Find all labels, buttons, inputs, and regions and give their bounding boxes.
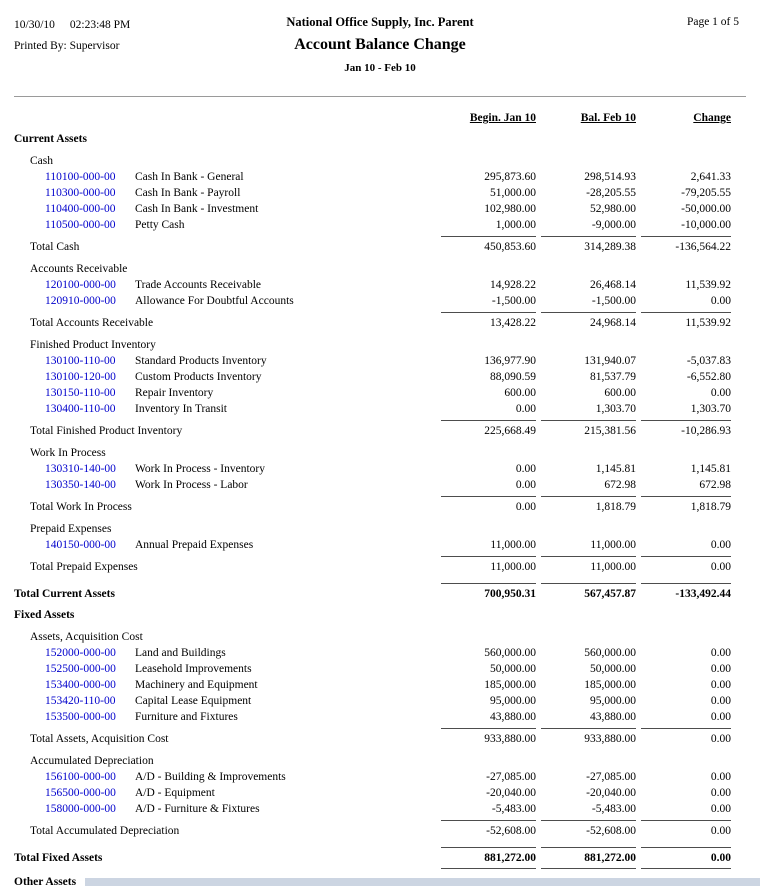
change-value: -10,286.93 — [641, 420, 731, 439]
change-value: 1,145.81 — [690, 463, 731, 475]
account-desc-cell — [14, 693, 436, 709]
change-value: -133,492.44 — [641, 583, 731, 602]
group-total-label: Total Accounts Receivable — [30, 317, 154, 329]
account-row — [14, 801, 731, 817]
account-description: Work In Process - Inventory — [135, 463, 266, 475]
begin-value: 136,977.90 — [484, 355, 536, 367]
change-value: 0.00 — [710, 679, 731, 691]
account-row — [14, 293, 731, 309]
change-value: 0.00 — [641, 556, 731, 575]
print-datetime-line — [14, 15, 130, 36]
bal-value: 881,272.00 — [541, 847, 636, 869]
account-description: Work In Process - Labor — [135, 479, 248, 491]
change-value: 672.98 — [699, 479, 731, 491]
bal-value: 1,818.79 — [541, 496, 636, 515]
column-change-label: Change — [693, 112, 731, 124]
bal-value: 933,880.00 — [541, 728, 636, 747]
begin-value: 11,000.00 — [441, 556, 536, 575]
begin-value: 0.00 — [515, 479, 536, 491]
begin-value: 933,880.00 — [441, 728, 536, 747]
account-row — [14, 277, 731, 293]
account-description: Allowance For Doubtful Accounts — [135, 295, 294, 307]
account-number-link[interactable]: 130100-120-00 — [45, 371, 116, 383]
account-number-link[interactable]: 152500-000-00 — [45, 663, 116, 675]
begin-value: 14,928.22 — [490, 279, 536, 291]
account-number-link[interactable]: 120100-000-00 — [45, 279, 116, 291]
group-total-label: Total Assets, Acquisition Cost — [30, 733, 169, 745]
section-total-label: Total Current Assets — [14, 588, 115, 600]
account-number-link[interactable]: 152000-000-00 — [45, 647, 116, 659]
account-number-link[interactable]: 130350-140-00 — [45, 479, 116, 491]
section-header-row — [14, 131, 731, 147]
column-bal-label: Bal. Feb 10 — [580, 112, 636, 124]
account-row — [14, 185, 731, 201]
account-number-link[interactable]: 130400-110-00 — [45, 403, 116, 415]
begin-value: 600.00 — [504, 387, 536, 399]
account-desc-cell — [14, 217, 436, 233]
account-description: Repair Inventory — [135, 387, 214, 399]
change-value: 2,641.33 — [690, 171, 731, 183]
group-header-row — [14, 521, 731, 537]
account-desc-cell — [14, 461, 436, 477]
bal-value: 314,289.38 — [541, 236, 636, 255]
bal-value: -28,205.55 — [586, 187, 636, 199]
account-number-link[interactable]: 110400-000-00 — [45, 203, 116, 215]
section-total-row — [14, 847, 731, 869]
change-value: 0.00 — [710, 787, 731, 799]
report-rows — [14, 131, 731, 890]
account-number-link[interactable]: 130310-140-00 — [45, 463, 116, 475]
column-header-change-cell — [641, 110, 731, 126]
change-value: 0.00 — [641, 820, 731, 839]
account-row — [14, 369, 731, 385]
group-header-row — [14, 753, 731, 769]
account-number-link[interactable]: 110300-000-00 — [45, 187, 116, 199]
account-desc-cell — [14, 277, 436, 293]
account-desc-cell — [14, 785, 436, 801]
account-row — [14, 677, 731, 693]
account-desc-cell — [14, 185, 436, 201]
bal-value: 672.98 — [604, 479, 636, 491]
account-number-link[interactable]: 156100-000-00 — [45, 771, 116, 783]
account-row — [14, 353, 731, 369]
group-header-row — [14, 261, 731, 277]
page-number: Page 1 of 5 — [686, 16, 739, 28]
account-number-link[interactable]: 156500-000-00 — [45, 787, 116, 799]
begin-value: 0.00 — [515, 403, 536, 415]
begin-value: -52,608.00 — [441, 820, 536, 839]
account-description: Annual Prepaid Expenses — [135, 539, 254, 551]
bal-value: 567,457.87 — [541, 583, 636, 602]
change-value: 0.00 — [641, 728, 731, 747]
account-desc-cell — [14, 661, 436, 677]
column-begin-label: Begin. Jan 10 — [469, 112, 536, 124]
account-row — [14, 477, 731, 493]
account-number-link[interactable]: 130100-110-00 — [45, 355, 116, 367]
group-total-row — [14, 496, 731, 515]
account-desc-cell — [14, 537, 436, 553]
change-value: 0.00 — [710, 711, 731, 723]
begin-value: 51,000.00 — [490, 187, 536, 199]
account-row — [14, 709, 731, 725]
account-description: Leasehold Improvements — [135, 663, 252, 675]
group-header-row — [14, 445, 731, 461]
account-number-link[interactable]: 153500-000-00 — [45, 711, 116, 723]
group-header-row — [14, 153, 731, 169]
column-header-begin-cell — [441, 110, 536, 126]
change-value: 0.00 — [710, 387, 731, 399]
change-value: 0.00 — [710, 803, 731, 815]
change-value: -10,000.00 — [681, 219, 731, 231]
group-total-row — [14, 556, 731, 575]
begin-value: 1,000.00 — [495, 219, 536, 231]
account-desc-cell — [14, 385, 436, 401]
bal-value: -5,483.00 — [591, 803, 636, 815]
report-title-block — [120, 15, 640, 74]
begin-value: 450,853.60 — [441, 236, 536, 255]
group-total-label: Total Prepaid Expenses — [30, 561, 138, 573]
account-desc-cell — [14, 677, 436, 693]
bal-value: 50,000.00 — [590, 663, 636, 675]
bal-value: 11,000.00 — [541, 556, 636, 575]
account-desc-cell — [14, 645, 436, 661]
account-description: A/D - Furniture & Fixtures — [135, 803, 260, 815]
group-label: Finished Product Inventory — [30, 339, 156, 351]
group-label: Assets, Acquisition Cost — [30, 631, 143, 643]
change-value: -50,000.00 — [681, 203, 731, 215]
group-header-row — [14, 629, 731, 645]
account-description: Standard Products Inventory — [135, 355, 267, 367]
account-row — [14, 645, 731, 661]
bal-value: 43,880.00 — [590, 711, 636, 723]
account-description: A/D - Building & Improvements — [135, 771, 286, 783]
change-value: 0.00 — [710, 695, 731, 707]
begin-value: 13,428.22 — [441, 312, 536, 331]
section-total-label: Total Fixed Assets — [14, 852, 103, 864]
account-desc-cell — [14, 353, 436, 369]
page-title: Account Balance Change — [294, 36, 466, 53]
group-total-row — [14, 420, 731, 439]
account-row — [14, 201, 731, 217]
header-divider — [14, 96, 746, 97]
account-number-link[interactable]: 110500-000-00 — [45, 219, 116, 231]
section-label: Current Assets — [14, 133, 87, 145]
bal-value: -9,000.00 — [591, 219, 636, 231]
horizontal-scrollbar[interactable] — [85, 878, 760, 886]
account-row — [14, 661, 731, 677]
begin-value: 700,950.31 — [441, 583, 536, 602]
group-label: Accumulated Depreciation — [30, 755, 154, 767]
change-value: 0.00 — [710, 647, 731, 659]
section-label: Fixed Assets — [14, 609, 75, 621]
account-desc-cell — [14, 201, 436, 217]
group-label: Work In Process — [30, 447, 106, 459]
account-number-link[interactable]: 110100-000-00 — [45, 171, 116, 183]
account-row — [14, 769, 731, 785]
account-row — [14, 169, 731, 185]
change-value: 0.00 — [710, 539, 731, 551]
account-desc-cell — [14, 709, 436, 725]
account-desc-cell — [14, 293, 436, 309]
begin-value: 560,000.00 — [484, 647, 536, 659]
column-header-spacer — [14, 110, 436, 126]
account-description: Capital Lease Equipment — [135, 695, 252, 707]
report-table — [0, 110, 760, 890]
account-description: Land and Buildings — [135, 647, 226, 659]
section-label: Other Assets — [14, 876, 77, 888]
begin-value: 43,880.00 — [490, 711, 536, 723]
report-period: Jan 10 - Feb 10 — [344, 62, 416, 74]
print-time: 02:23:48 PM — [69, 19, 131, 31]
begin-value: 185,000.00 — [484, 679, 536, 691]
bal-value: 215,381.56 — [541, 420, 636, 439]
bal-value: 1,145.81 — [595, 463, 636, 475]
account-desc-cell — [14, 477, 436, 493]
account-row — [14, 217, 731, 233]
begin-value: -1,500.00 — [491, 295, 536, 307]
bal-value: -1,500.00 — [591, 295, 636, 307]
begin-value: 295,873.60 — [484, 171, 536, 183]
column-header-bal-cell — [541, 110, 636, 126]
group-label: Cash — [30, 155, 53, 167]
group-label: Accounts Receivable — [30, 263, 128, 275]
account-number-link[interactable]: 130150-110-00 — [45, 387, 116, 399]
account-number-link[interactable]: 120910-000-00 — [45, 295, 116, 307]
column-header-row — [14, 110, 731, 126]
account-row — [14, 461, 731, 477]
change-value: 0.00 — [710, 771, 731, 783]
change-value: 0.00 — [710, 295, 731, 307]
account-desc-cell — [14, 401, 436, 417]
bal-value: 600.00 — [604, 387, 636, 399]
group-label: Prepaid Expenses — [30, 523, 112, 535]
bal-value: 131,940.07 — [584, 355, 636, 367]
account-desc-cell — [14, 169, 436, 185]
bal-value: -52,608.00 — [541, 820, 636, 839]
account-description: Inventory In Transit — [135, 403, 227, 415]
section-header-row — [14, 607, 731, 623]
account-number-link[interactable]: 158000-000-00 — [45, 803, 116, 815]
account-description: Petty Cash — [135, 219, 185, 231]
account-description: Cash In Bank - Payroll — [135, 187, 241, 199]
account-description: Trade Accounts Receivable — [135, 279, 262, 291]
bal-value: 24,968.14 — [541, 312, 636, 331]
begin-value: -5,483.00 — [491, 803, 536, 815]
account-description: Custom Products Inventory — [135, 371, 262, 383]
bal-value: 11,000.00 — [590, 539, 636, 551]
account-row — [14, 385, 731, 401]
account-description: Cash In Bank - Investment — [135, 203, 259, 215]
begin-value: 881,272.00 — [441, 847, 536, 869]
bal-value: -27,085.00 — [586, 771, 636, 783]
printed-by: Printed By: Supervisor — [14, 40, 120, 52]
begin-value: 11,000.00 — [490, 539, 536, 551]
change-value: 1,818.79 — [641, 496, 731, 515]
begin-value: 225,668.49 — [441, 420, 536, 439]
group-header-row — [14, 337, 731, 353]
company-name: National Office Supply, Inc. Parent — [286, 15, 474, 29]
group-total-label: Total Work In Process — [30, 501, 132, 513]
bal-value: 1,303.70 — [595, 403, 636, 415]
group-total-label: Total Cash — [30, 241, 80, 253]
bal-value: 298,514.93 — [584, 171, 636, 183]
account-number-link[interactable]: 153400-000-00 — [45, 679, 116, 691]
bal-value: 185,000.00 — [584, 679, 636, 691]
begin-value: -20,040.00 — [486, 787, 536, 799]
account-desc-cell — [14, 769, 436, 785]
bal-value: 26,468.14 — [590, 279, 636, 291]
account-number-link[interactable]: 153420-110-00 — [45, 695, 116, 707]
group-total-label: Total Finished Product Inventory — [30, 425, 183, 437]
print-info — [14, 15, 130, 57]
begin-value: 0.00 — [515, 463, 536, 475]
account-row — [14, 693, 731, 709]
group-total-row — [14, 820, 731, 839]
account-row — [14, 401, 731, 417]
account-row — [14, 537, 731, 553]
account-description: A/D - Equipment — [135, 787, 215, 799]
group-total-label: Total Accumulated Depreciation — [30, 825, 180, 837]
change-value: 11,539.92 — [685, 279, 731, 291]
account-description: Cash In Bank - General — [135, 171, 244, 183]
bal-value: 52,980.00 — [590, 203, 636, 215]
bal-value: 95,000.00 — [590, 695, 636, 707]
account-number-link[interactable]: 140150-000-00 — [45, 539, 116, 551]
report-header — [0, 0, 760, 96]
account-description: Furniture and Fixtures — [135, 711, 238, 723]
account-description: Machinery and Equipment — [135, 679, 258, 691]
bal-value: 81,537.79 — [590, 371, 636, 383]
group-total-row — [14, 236, 731, 255]
bal-value: 560,000.00 — [584, 647, 636, 659]
begin-value: 102,980.00 — [484, 203, 536, 215]
change-value: 0.00 — [641, 847, 731, 869]
print-date: 10/30/10 — [14, 19, 55, 31]
change-value: -79,205.55 — [681, 187, 731, 199]
account-desc-cell — [14, 369, 436, 385]
group-total-row — [14, 312, 731, 331]
change-value: -136,564.22 — [641, 236, 731, 255]
begin-value: 0.00 — [441, 496, 536, 515]
begin-value: 95,000.00 — [490, 695, 536, 707]
account-desc-cell — [14, 801, 436, 817]
change-value: -6,552.80 — [686, 371, 731, 383]
change-value: -5,037.83 — [686, 355, 731, 367]
change-value: 1,303.70 — [690, 403, 731, 415]
begin-value: -27,085.00 — [486, 771, 536, 783]
bal-value: -20,040.00 — [586, 787, 636, 799]
begin-value: 50,000.00 — [490, 663, 536, 675]
change-value: 0.00 — [710, 663, 731, 675]
begin-value: 88,090.59 — [490, 371, 536, 383]
change-value: 11,539.92 — [641, 312, 731, 331]
group-total-row — [14, 728, 731, 747]
account-row — [14, 785, 731, 801]
section-total-row — [14, 583, 731, 602]
